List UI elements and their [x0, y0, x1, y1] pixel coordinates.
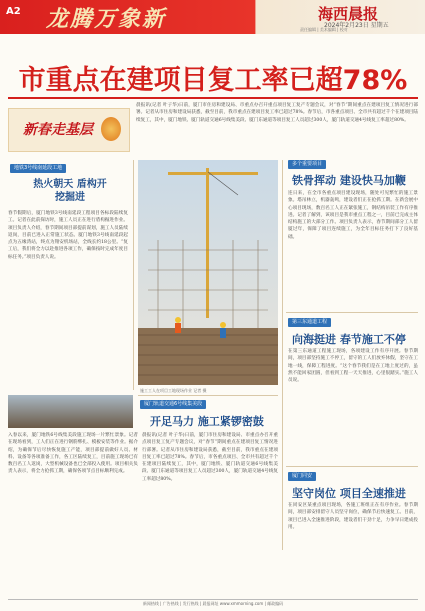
section-label-key-projects: 多个重要项目 [288, 160, 326, 169]
construction-photo-graphic [138, 160, 278, 385]
section-title-key-projects: 铁骨挥动 建设快马加鞭 [292, 174, 406, 187]
construction-photo [138, 160, 278, 385]
column-divider [133, 160, 134, 390]
section-label-metro6: 厦门轨道交通6号线集美段 [140, 400, 206, 409]
section-body-east-tunnel: 在第三东通道工程施工现场，各项建设工作有序开展。春节期间，项目部坚持施工不停工，留守的工人们放弃休假，坚守在工地一线，保障工程进度。“这个春节我们是在工地上度过的，虽然不能回家团圆，但看到工程一天天推进，心里很踏实。”施工人员说。 [288, 349, 418, 384]
section-title-tongan: 坚守岗位 项目全速推进 [292, 487, 406, 500]
column-divider [282, 160, 283, 550]
promo-block [8, 108, 130, 152]
page-header [0, 0, 425, 34]
section-body-metro6-a: 入春以来，厦门地铁6号线集美段施工现场一片繁忙景象。记者在现场看到，工人们正在进行钢筋绑扎、模板安装等作业。据介绍，为确保节后尽快恢复施工产能，项目部提前做好人员、材料、设备等各项准备工作，各工区陆续复工，目前施工现场已有数百名工人返岗，大型机械设备也已全部投入使用。项目相关负责人表示，将全力抢抓工期，确保各项节点目标顺利完成。 [8, 433, 138, 475]
lantern-icon [101, 117, 121, 141]
section-title-metro3: 热火朝天 盾构开挖掘进 [33, 179, 107, 203]
main-headline: 市重点在建项目复工率已超78% [18, 65, 408, 96]
section-body-key-projects: 连日来，在全市各重点项目建设现场，随处可见繁忙的施工景象。塔吊林立，机器轰鸣，建设者们正在抢抓工期。在新会展中心项目现场，数百名工人正在紧张施工，钢结构吊装工作有序推进。记者了解到，该项目是我市重点工程之一，目前已完成主体结构施工的大部分工作。项目负责人表示，春节期间部分工人留厦过年，保障了项目连续施工，为全年目标任务打下了良好基础。 [288, 191, 418, 240]
header-banner: 龙腾万象新 [46, 6, 167, 32]
section-body-tongan: 在同安区某重点项目现场，各施工班组正在有序作业。春节期间，项目部安排留守人员坚守岗位，确保节后快速复工。目前，项目已进入全速推进阶段，建设者们干劲十足，力争早日建成投用。 [288, 503, 418, 530]
page-footer: 新闻热线 | 广告热线 | 发行热线 | 晨报网址 www.xmmorning.com | 邮政编码 [8, 599, 418, 608]
editors-line: 责任编辑 | 美术编辑 | 校对 [300, 27, 348, 32]
issue-date: 2024年2月23日 星期五 [324, 22, 389, 29]
section-title-metro6: 开足马力 施工紧锣密鼓 [150, 415, 264, 428]
headline-rule [8, 97, 418, 99]
section-divider [286, 466, 418, 467]
promo-text: 新春走基层 [23, 122, 93, 138]
photo-caption: 施工工人在项目工地现场作业 记者 摄 [140, 388, 207, 393]
section-divider [138, 395, 278, 396]
section-body-metro6-b: 晨报讯(记者 叶子华)日前，厦门市住房和建设局、市重点办召开重点项目复工复产专题会议，对“春节”期间重点在建项目复工情况进行部署。记者从市住房和建设局获悉，截至目前，我市重点在建项目复工率已超过78%。春节后，市各重点项目、全市共有超过千个在建项目陆续复工，其中，厦门地铁、厦门轨道交通6号线集美段、厦门东通道等项目复工人员超过300人，厦门轨道交通4号线复工率超过80%。 [142, 433, 278, 482]
intro-paragraph: 晨报讯(记者 叶子华)日前，厦门市住房和建设局、市重点办召开重点项目复工复产专题会议，对“春节”期间重点在建项目复工情况进行部署。记者从市住房和建设局获悉，截至目前，我市重点在建项目复工率已超过78%。春节后，市各重点项目、全市共有超过千个在建项目陆续复工，其中，厦门地铁、厦门轨道交通6号线集美段、厦门东通道等项目复工人员超过300人，厦门轨道交通4号线复工率超过80%。 [136, 103, 418, 123]
section-body-metro3: 春节假期后，厦门地铁3号线南延段工程项目各标段陆续复工。记者在此前探访时，施工人员正在进行盾构掘进作业。项目负责人介绍，春节期间项目部提前谋划，施工人员陆续返岗，目前已进入正常施工状态。厦门地铁3号线南延段起点为五缘湾站，终点为翔安机场站，全线长约18公里。“复工后，我们将全力以赴推进各项工作，确保按时完成年度目标任务。”项目负责人说。 [8, 211, 128, 260]
section-title-east-tunnel: 向海挺进 春节施工不停 [292, 333, 406, 346]
site-photo-small [8, 395, 133, 428]
masthead-logo: 海西晨报 [318, 5, 379, 23]
page-number: A2 [6, 6, 21, 17]
section-label-metro3: 地铁3号线南延段工地 [10, 164, 66, 173]
section-divider [286, 312, 418, 313]
section-label-east-tunnel: 第三东通道工程 [288, 318, 331, 327]
section-label-tongan: 厦门同安 [288, 472, 316, 481]
